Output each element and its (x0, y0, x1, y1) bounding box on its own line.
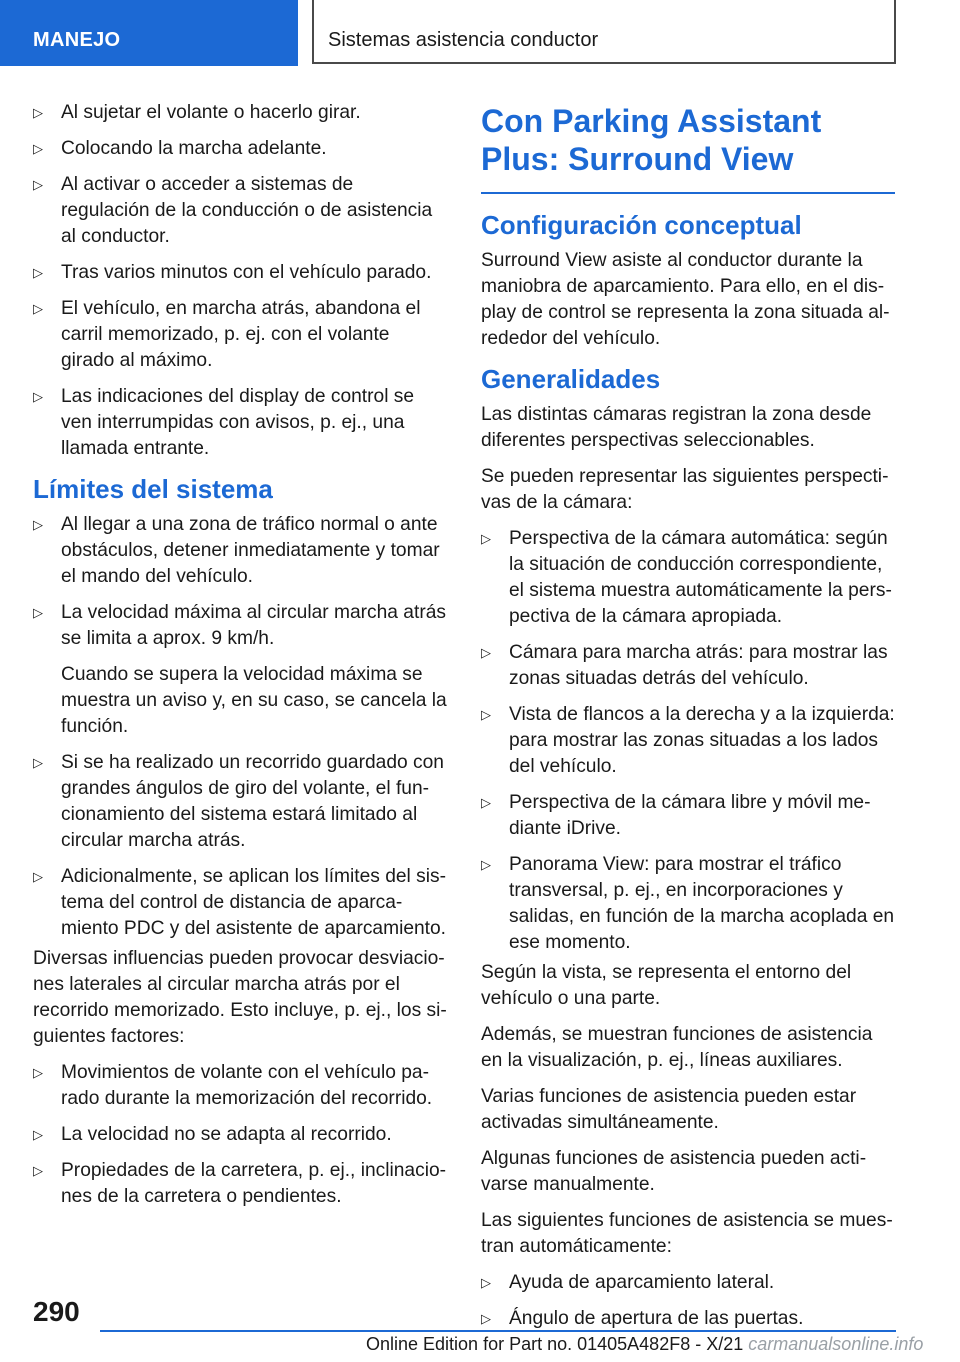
chapter-title: Sistemas asistencia conductor (312, 0, 896, 64)
list-item: ▷ Vista de flancos a la derecha y a la izquierda: para mostrar las zonas situadas a los lados del vehículo. (481, 702, 895, 780)
list-item-continuation: Cuando se supera la velocidad máxima se muestra un aviso y, en su caso, se cancela la función. (61, 664, 447, 737)
bullet-triangle-icon: ▷ (33, 755, 43, 770)
section-heading-concept: Configuración conceptual (481, 210, 802, 240)
edition-text: Online Edition for Part no. 01405A482F8 - X/21 (366, 1334, 744, 1354)
list-item: ▷ Colocando la marcha adelante. (33, 136, 447, 162)
left-column (33, 100, 447, 1220)
body-paragraph: Varias funciones de asistencia pueden estar activadas simultáneamente. (481, 1086, 857, 1133)
heading-divider (481, 192, 895, 194)
list-item: ▷ Al llegar a una zona de tráfico normal o ante obstáculos, detener inmediatamente y tomar el mando del vehículo. (33, 512, 447, 590)
bullet-triangle-icon: ▷ (33, 1127, 43, 1142)
bullet-triangle-icon: ▷ (33, 517, 43, 532)
list-item: ▷ Al activar o acceder a sistemas de regulación de la conducción o de asistencia al conductor. (33, 172, 447, 250)
bullet-triangle-icon: ▷ (33, 105, 43, 120)
bullet-triangle-icon: ▷ (481, 531, 491, 546)
watermark: carmanualsonline.info (748, 1334, 924, 1354)
list-item: ▷ Ayuda de aparcamiento lateral. (481, 1270, 895, 1296)
bullet-triangle-icon: ▷ (481, 645, 491, 660)
bullet-triangle-icon: ▷ (33, 141, 43, 156)
bullet-triangle-icon: ▷ (481, 795, 491, 810)
main-heading: Con Parking Assistant Plus: Surround View (481, 103, 822, 177)
footer-edition (366, 1334, 923, 1355)
body-paragraph: Además, se muestran funciones de asistencia en la visualización, p. ej., líneas auxiliares. (481, 1024, 873, 1071)
body-paragraph: Las distintas cámaras registran la zona desde diferentes perspectivas seleccionables. (481, 404, 872, 451)
list-item: ▷ El vehículo, en marcha atrás, abandona el carril memorizado, p. ej. con el volante girado al máximo. (33, 296, 447, 374)
bullet-triangle-icon: ▷ (481, 707, 491, 722)
list-item: ▷ Propiedades de la carretera, p. ej., inclinaciones de la carretera o pendientes. (33, 1158, 447, 1210)
list-item: ▷ Movimientos de volante con el vehículo parado durante la memorización del recorrido. (33, 1060, 447, 1112)
list-item: ▷ Panorama View: para mostrar el tráfico transversal, p. ej., en incorporaciones y salidas, en función de la marcha acoplada en ese momento. (481, 852, 895, 956)
section-tab: MANEJO (0, 0, 298, 66)
body-paragraph: Según la vista, se representa el entorno del vehículo o una parte. (481, 962, 852, 1009)
list-item: ▷ Tras varios minutos con el vehículo parado. (33, 260, 447, 286)
body-paragraph: Surround View asiste al conductor durante la maniobra de aparcamiento. Para ello, en el display de control se representa la zona situada alrededor del vehículo. (481, 250, 890, 349)
body-paragraph: Se pueden representar las siguientes perspectivas de la cámara: (481, 466, 889, 513)
list-item: ▷ Las indicaciones del display de control se ven interrumpidas con avisos, p. ej., una llamada entrante. (33, 384, 447, 462)
right-column (481, 100, 895, 1342)
body-paragraph: Algunas funciones de asistencia pueden activarse manualmente. (481, 1148, 867, 1195)
section-heading-general: Generalidades (481, 364, 661, 394)
body-paragraph: Las siguientes funciones de asistencia se muestran automáticamente: (481, 1210, 893, 1257)
list-item: ▷ Ángulo de apertura de las puertas. (481, 1306, 895, 1332)
bullet-triangle-icon: ▷ (481, 1311, 491, 1326)
list-item: ▷ Al sujetar el volante o hacerlo girar. (33, 100, 447, 126)
list-item: ▷ Si se ha realizado un recorrido guardado con grandes ángulos de giro del volante, el funcionamiento del sistema estará limitado al circular marcha atrás. (33, 750, 447, 854)
bullet-triangle-icon: ▷ (33, 1065, 43, 1080)
list-item: ▷ La velocidad máxima al circular marcha atrás se limita a aprox. 9 km/h. (33, 600, 447, 652)
list-item: ▷ Perspectiva de la cámara libre y móvil mediante iDrive. (481, 790, 895, 842)
bullet-triangle-icon: ▷ (33, 265, 43, 280)
page-header (0, 0, 960, 66)
list-item: ▷ Cámara para marcha atrás: para mostrar las zonas situadas detrás del vehículo. (481, 640, 895, 692)
list-item: ▷ Perspectiva de la cámara automática: según la situación de conducción correspondiente, el sistema muestra automáticamente la perspectiva de la cámara apropiada. (481, 526, 895, 630)
bullet-triangle-icon: ▷ (33, 605, 43, 620)
bullet-triangle-icon: ▷ (33, 869, 43, 884)
bullet-triangle-icon: ▷ (33, 301, 43, 316)
bullet-triangle-icon: ▷ (33, 177, 43, 192)
list-item: ▷ La velocidad no se adapta al recorrido. (33, 1122, 447, 1148)
section-heading-limits: Límites del sistema (33, 474, 273, 504)
bullet-triangle-icon: ▷ (33, 389, 43, 404)
bullet-triangle-icon: ▷ (33, 1163, 43, 1178)
body-paragraph: Diversas influencias pueden provocar desviaciones laterales al circular marcha atrás por el recorrido memorizado. Esto incluye, p. ej., los siguientes factores: (33, 948, 447, 1047)
footer-divider (100, 1330, 896, 1332)
list-item: ▷ Adicionalmente, se aplican los límites del sistema del control de distancia de aparcamiento PDC y del asistente de aparcamiento. (33, 864, 447, 942)
page-number: 290 (33, 1296, 80, 1327)
bullet-triangle-icon: ▷ (481, 857, 491, 872)
bullet-triangle-icon: ▷ (481, 1275, 491, 1290)
